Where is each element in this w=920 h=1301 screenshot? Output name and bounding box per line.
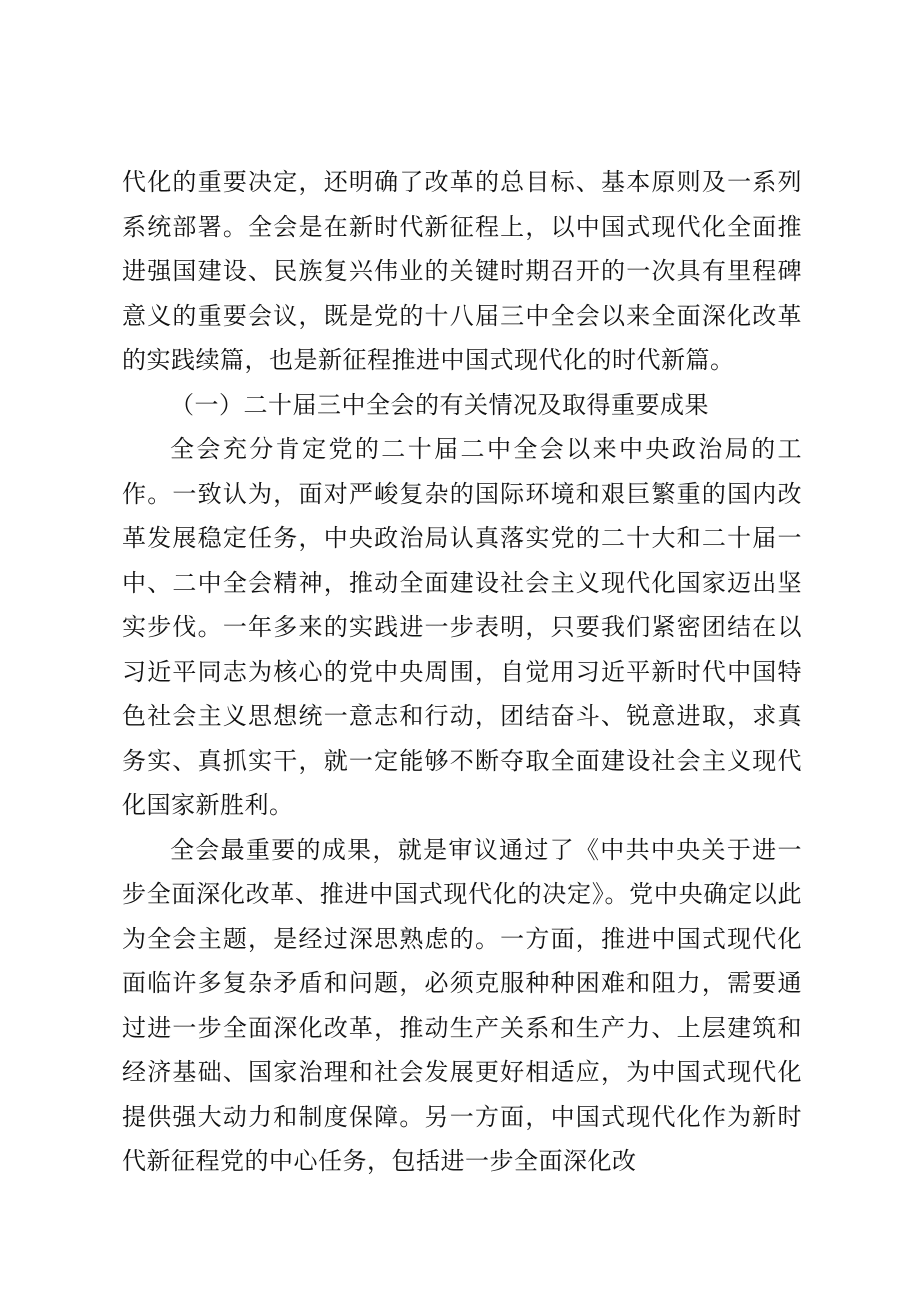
document-body <box>122 160 802 1184</box>
section-heading: （一）二十届三中全会的有关情况及取得重要成果 <box>170 390 709 419</box>
paragraph-plenary-achievement: 全会最重要的成果，就是审议通过了《中共中央关于进一步全面深化改革、推进中国式现代化的决定》。党中央确定以此为全会主题，是经过深思熟虑的。一方面，推进中国式现代化面临许多复杂矛盾和问题，必须克服种种困难和阻力，需要通过进一步全面深化改革，推动生产关系和生产力、上层建筑和经济基础、国家治理和社会发展更好相适应，为中国式现代化提供强大动力和制度保障。另一方面，中国式现代化作为新时代新征程党的中心任务，包括进一步全面深化改 <box>122 835 802 1175</box>
paragraph-plenary-affirmation: 全会充分肯定党的二十届二中全会以来中央政治局的工作。一致认为，面对严峻复杂的国际环境和艰巨繁重的国内改革发展稳定任务，中央政治局认真落实党的二十大和二十届一中、二中全会精神，推动全面建设社会主义现代化国家迈出坚实步伐。一年多来的实践进一步表明，只要我们紧密团结在以习近平同志为核心的党中央周围，自觉用习近平新时代中国特色社会主义思想统一意志和行动，团结奋斗、锐意进取，求真务实、真抓实干，就一定能够不断夺取全面建设社会主义现代化国家新胜利。 <box>122 435 802 819</box>
paragraph-continuation: 代化的重要决定，还明确了改革的总目标、基本原则及一系列系统部署。全会是在新时代新征程上，以中国式现代化全面推进强国建设、民族复兴伟业的关键时期召开的一次具有里程碑意义的重要会议，既是党的十八届三中全会以来全面深化改革的实践续篇，也是新征程推进中国式现代化的时代新篇。 <box>122 168 802 374</box>
